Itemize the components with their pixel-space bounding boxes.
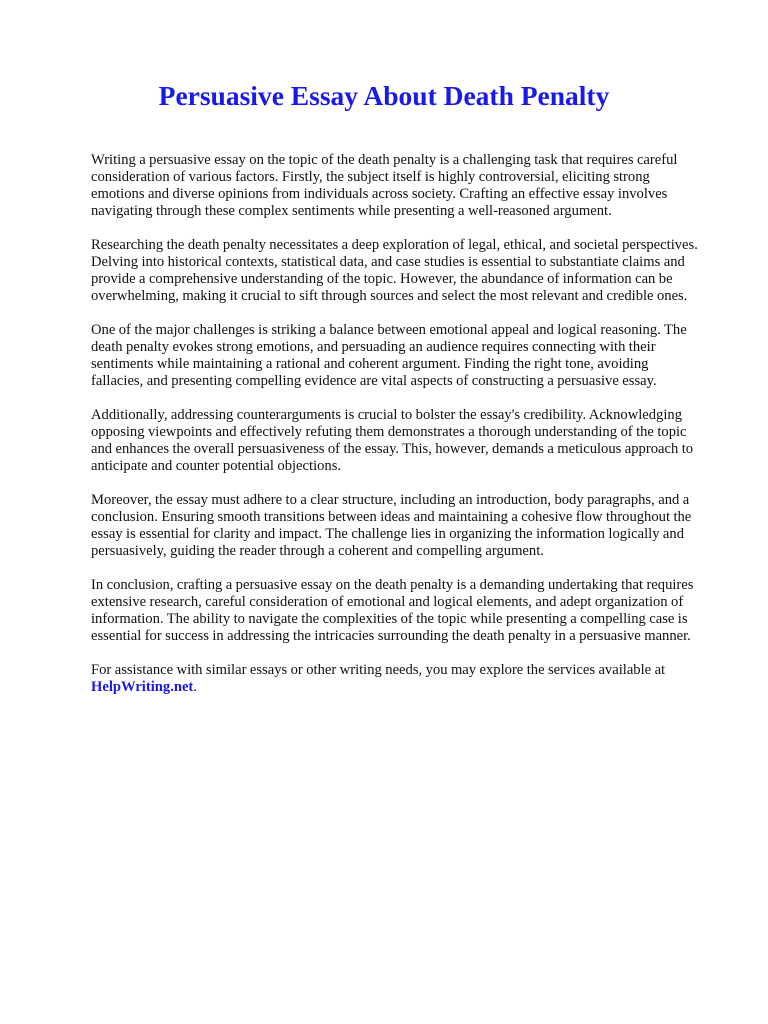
helpwriting-link[interactable]: HelpWriting.net: [91, 679, 194, 695]
paragraph-2: Researching the death penalty necessitates a deep exploration of legal, ethical, and societal perspectives. Delving into historical contexts, statistical data, and case studies is essential to substantiate claims and provide a comprehensive understanding of the topic. However, the abundance of information can be overwhelming, making it crucial to sift through sources and select the most relevant and credible ones.: [91, 237, 698, 304]
page-title: Persuasive Essay About Death Penalty: [158, 80, 610, 111]
closing-suffix: .: [193, 679, 197, 695]
closing-text: For assistance with similar essays or other writing needs, you may explore the services available at: [91, 662, 666, 678]
paragraph-3: One of the major challenges is striking a balance between emotional appeal and logical reasoning. The death penalty evokes strong emotions, and persuading an audience requires connecting with their sentiments while maintaining a rational and coherent argument. Finding the right tone, avoiding fallacies, and presenting compelling evidence are vital aspects of constructing a persuasive essay.: [91, 322, 687, 389]
closing-paragraph: [91, 662, 698, 696]
paragraph-6: In conclusion, crafting a persuasive essay on the death penalty is a demanding undertaking that requires extensive research, careful consideration of emotional and logical elements, and adept organization of information. The ability to navigate the complexities of the topic while presenting a compelling case is essential for success in addressing the intricacies surrounding the death penalty in a persuasive manner.: [91, 577, 694, 644]
paragraph-4: Additionally, addressing counterarguments is crucial to bolster the essay's credibility. Acknowledging opposing viewpoints and effectively refuting them demonstrates a thorough understanding of the topic and enhances the overall persuasiveness of the essay. This, however, demands a meticulous approach to anticipate and counter potential objections.: [91, 407, 694, 474]
paragraph-1: Writing a persuasive essay on the topic of the death penalty is a challenging task that requires careful consideration of various factors. Firstly, the subject itself is highly controversial, eliciting strong emotions and diverse opinions from individuals across society. Crafting an effective essay involves navigating through these complex sentiments while presenting a well-reasoned argument.: [91, 152, 678, 219]
paragraph-5: Moreover, the essay must adhere to a clear structure, including an introduction, body paragraphs, and a conclusion. Ensuring smooth transitions between ideas and maintaining a cohesive flow throughout the essay is essential for clarity and impact. The challenge lies in organizing the information logically and persuasively, guiding the reader through a coherent and compelling argument.: [91, 492, 692, 559]
